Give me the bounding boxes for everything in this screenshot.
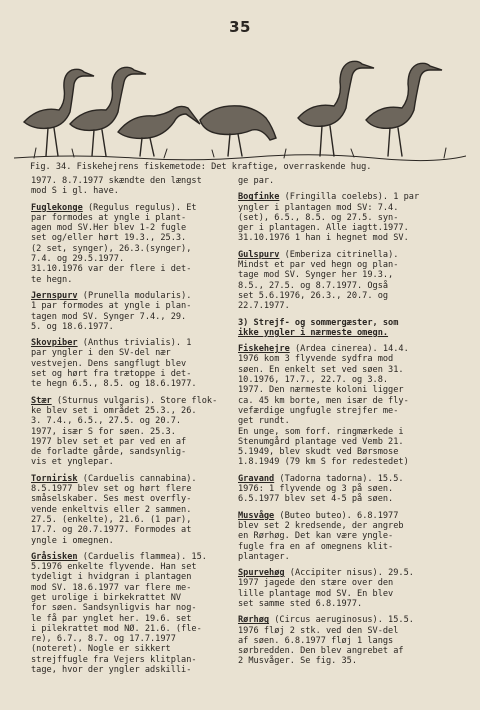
species-name: Spurvehøg [238, 568, 285, 579]
entry-line: 17.7. og 20.7.1977. Formodes at [31, 525, 192, 536]
entry-text: (Carduelis flammea). 15. [82, 551, 207, 562]
entry-line: vefærdige ungfugle strejfer me- [238, 405, 399, 416]
species-name: Skovpiber [31, 338, 78, 349]
entry-line: plantager. [238, 551, 290, 562]
entry-line: 31.10.1976 var der flere i det- [31, 264, 192, 275]
entry-line: vende enkeltvis eller 2 sammen. [31, 504, 192, 515]
species-entry [238, 615, 454, 666]
entry-line: 2 Musvåger. Se fig. 35. [238, 656, 357, 667]
heron-figure [200, 106, 276, 156]
entry-line [238, 250, 454, 260]
entry-text: (Circus aeruginosus). 15.5. [274, 615, 414, 626]
species-name: Jernspurv [31, 290, 78, 301]
species-entry [238, 344, 454, 468]
entry-line: 6.5.1977 blev set 4-5 på søen. [238, 494, 394, 505]
entry-line: småselskaber. Ses mest overfly- [31, 494, 192, 505]
entry-line: 1977. 8.7.1977 skændte den længst [31, 176, 202, 186]
entry-line: te hegn. [31, 274, 73, 285]
entry-line: 5.1976 enkelte flyvende. Han set [31, 562, 197, 573]
entry-line: 27.5. (enkelte), 21.6. (1 par), [31, 514, 192, 525]
entry-line: tydeligt i hvidgran i plantagen [31, 572, 192, 583]
entry-line [238, 474, 454, 484]
entry-line: 8.5., 27.5. og 8.7.1977. Også [238, 280, 389, 291]
entry-line: tage, hvor der yngler adskilli- [31, 665, 192, 676]
entry-line: ge par. [238, 176, 275, 186]
entry-text: (Carduelis cannabina). [82, 473, 197, 484]
entry-line: vis et ynglepar. [31, 457, 114, 468]
entry-line: 7.4. og 29.5.1977. [31, 254, 125, 265]
entry-line: ca. 45 km borte, men især de fly- [238, 395, 409, 406]
entry-line: Mindst et par ved hegn og plan- [238, 260, 399, 271]
species-name: Tornirisk [31, 473, 78, 484]
entry-line: 3. 7.4., 6.5., 27.5. og 20.7. [31, 416, 182, 427]
entry-line: 31.10.1976 1 han i hegnet mod SV. [238, 233, 409, 244]
section-heading [238, 318, 454, 339]
heron-figure [118, 106, 200, 156]
species-name: Stær [31, 395, 52, 406]
entry-line [238, 511, 454, 521]
entry-text: (Prunella modularis). [82, 290, 192, 301]
species-entry [238, 176, 454, 186]
entry-line [238, 568, 454, 578]
entry-line: (2 set, synger), 26.3.(synger), [31, 243, 192, 254]
species-entry [31, 176, 231, 197]
left-column [31, 176, 231, 681]
entry-text: (Ardea cinerea). 14.4. [294, 344, 409, 355]
entry-line: af søen. 6.8.1977 fløj 1 langs [238, 635, 394, 646]
species-entry [238, 511, 454, 562]
entry-line [31, 338, 231, 348]
entry-line: vestvejen. Dens sangflugt blev [31, 358, 187, 369]
entry-line: Stenumgård plantage ved Vemb 21. [238, 436, 404, 447]
right-column [238, 176, 454, 673]
entry-line: get rundt. [238, 416, 290, 427]
heron-figure [298, 61, 374, 156]
entry-line: par yngler i den SV-del nær [31, 348, 171, 359]
species-entry [238, 568, 454, 609]
species-entry [31, 338, 231, 389]
reeds-ground [14, 148, 466, 161]
entry-line: 1.8.1949 (79 km S for redestedet) [238, 457, 409, 468]
entry-line: de forladte gårde, sandsynlig- [31, 447, 187, 458]
species-name: Gulspurv [238, 249, 280, 260]
entry-line: 1976 kom 3 flyvende sydfra mod [238, 354, 394, 365]
entry-line: le få par ynglet her. 19.6. set [31, 613, 192, 624]
entry-line: 5. og 18.6.1977. [31, 321, 114, 332]
entry-line: set og/eller hørt 19.3., 25.3. [31, 233, 187, 244]
entry-text: (Anthus trivialis). 1 [82, 338, 192, 349]
entry-line: i pilekrattet mod NØ. 21.6. (fle- [31, 623, 202, 634]
entry-line [238, 615, 454, 625]
entry-text: (Buteo buteo). 6.8.1977 [279, 510, 399, 521]
entry-line: blev set 2 kredsende, der angreb [238, 520, 404, 531]
entry-line: 1977 blev set et par ved en af [31, 436, 187, 447]
entry-line: 1976 fløj 2 stk. ved den SV-del [238, 625, 399, 636]
entry-line [31, 396, 231, 406]
figure-caption: Fig. 34. Fiskehejrens fiskemetode: Det kraftige, overraskende hug. [30, 162, 372, 172]
entry-line [31, 552, 231, 562]
entry-text: (Sturnus vulgaris). Store flok- [56, 395, 218, 406]
entry-line: (set), 6.5., 8.5. og 27.5. syn- [238, 212, 399, 223]
entry-line: en Rørhøg. Det kan være yngle- [238, 531, 394, 542]
entry-line: 1977. Den nærmeste koloni ligger [238, 385, 404, 396]
entry-line [31, 291, 231, 301]
entry-text: (Emberiza citrinella). [284, 249, 399, 260]
entry-line: par formodes at yngle i plant- [31, 212, 187, 223]
entry-line: get urolige i birkekrattet NV [31, 592, 182, 603]
heron-figure [366, 63, 442, 156]
entry-line [31, 474, 231, 484]
entry-line: sørbredden. Den blev angrebet af [238, 646, 404, 657]
species-name: Musvåge [238, 510, 275, 521]
heron-fishing-illustration [14, 44, 466, 162]
entry-line: 8.5.1977 blev set og hørt flere [31, 484, 192, 495]
species-entry [31, 291, 231, 332]
entry-line: yngler i plantagen mod SV: 7.4. [238, 202, 399, 213]
entry-line: 1 par formodes at yngle i plan- [31, 301, 192, 312]
species-entry [238, 474, 454, 505]
section-heading-line: ikke yngler i nærmeste omegn. [238, 327, 389, 338]
entry-line [238, 192, 454, 202]
species-name: Fuglekonge [31, 202, 83, 213]
species-name: Rørhøg [238, 615, 270, 626]
species-name: Gråsisken [31, 551, 78, 562]
entry-line: te hegn 6.5., 8.5. og 18.6.1977. [31, 379, 197, 390]
entry-text: (Accipiter nisus). 29.5. [289, 568, 414, 579]
entry-text: (Fringilla coelebs). 1 par [284, 192, 420, 203]
species-entry [31, 474, 231, 546]
entry-line [31, 203, 231, 213]
species-entry [31, 552, 231, 676]
entry-line: ger i plantagen. Alle iagtt.1977. [238, 223, 409, 234]
entry-line: yngle i omegnen. [31, 535, 114, 546]
heron-figure [70, 67, 146, 156]
entry-line: mod SV. 18.6.1977 var flere me- [31, 582, 192, 593]
entry-line: strejffugle fra Vejers klitplan- [31, 654, 197, 665]
entry-line: set 5.6.1976, 26.3., 20.7. og [238, 290, 389, 301]
entry-line: 22.7.1977. [238, 301, 290, 312]
entry-line: 5.1949, blev skudt ved Børsmose [238, 447, 399, 458]
entry-line: 1977 jagede den stære over den [238, 578, 394, 589]
entry-line: tage mod SV. Synger her 19.3., [238, 270, 394, 281]
species-name: Bogfinke [238, 192, 280, 203]
entry-line: søen. En enkelt set ved søen 31. [238, 364, 404, 375]
entry-line: tagen mod SV. Synger 7.4., 29. [31, 311, 187, 322]
species-entry [238, 250, 454, 312]
entry-line: lille plantage mod SV. En blev [238, 588, 394, 599]
page-number: 35 [229, 18, 251, 36]
entry-line: (noteret). Nogle er sikkert [31, 644, 171, 655]
entry-line: 1976: 1 flyvende og 3 på søen. [238, 484, 394, 495]
species-entry [31, 203, 231, 285]
entry-text: (Regulus regulus). Et [87, 202, 197, 213]
entry-line: 1977, især S for søen. 25.3. [31, 426, 176, 437]
species-name: Fiskehejre [238, 344, 290, 355]
entry-line: fugle fra en af omegnens klit- [238, 541, 394, 552]
entry-line: for søen. Sandsynligvis har nog- [31, 603, 197, 614]
entry-line: ke blev set i området 25.3., 26. [31, 405, 197, 416]
entry-line: En unge, som forf. ringmærkede i [238, 426, 404, 437]
section-heading-line: 3) Strejf- og sommergæster, som [238, 317, 399, 328]
heron-figure [24, 69, 94, 156]
entry-text: (Tadorna tadorna). 15.5. [279, 473, 404, 484]
entry-line: agen mod SV.Her blev 1-2 fugle [31, 223, 187, 234]
entry-line [238, 344, 454, 354]
entry-line: 10.1976, 17.7., 22.7. og 3.8. [238, 375, 389, 386]
entry-line: re), 6.7., 8.7. og 17.7.1977 [31, 634, 176, 645]
entry-line: mod S i gl. have. [31, 186, 119, 197]
species-entry [31, 396, 231, 468]
species-entry [238, 192, 454, 243]
entry-line: set og hørt fra trætoppe i det- [31, 369, 192, 380]
species-name: Gravand [238, 473, 275, 484]
entry-line: set samme sted 6.8.1977. [238, 598, 363, 609]
